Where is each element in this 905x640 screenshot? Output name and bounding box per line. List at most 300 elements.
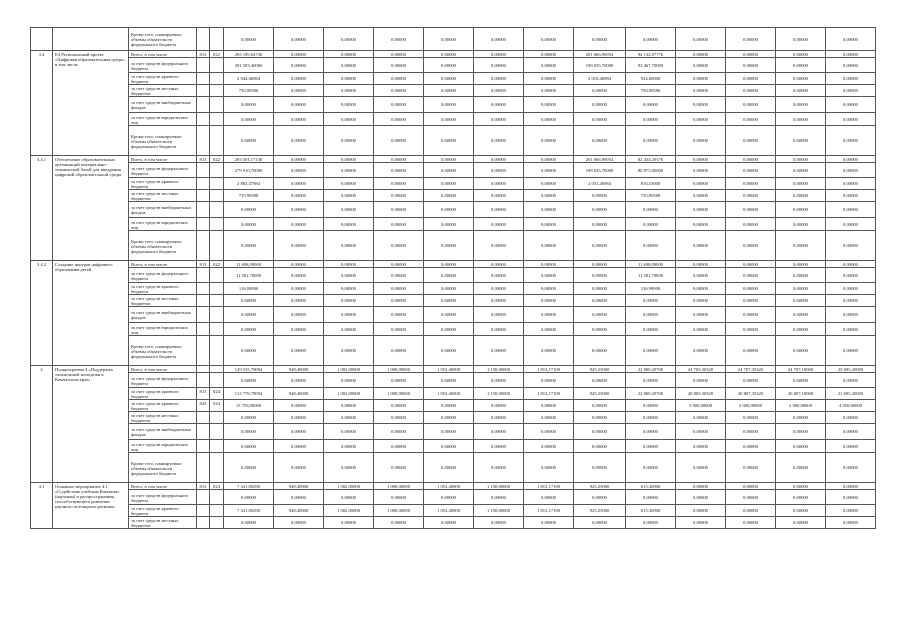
amount-cell: 0,00000: [324, 307, 374, 323]
amount-cell: 0,00000: [324, 336, 374, 366]
amount-cell: 0,00000: [726, 28, 776, 51]
amount-cell: 750,99586: [224, 85, 274, 97]
amount-cell: 0,00000: [826, 483, 876, 490]
amount-cell: 0,00000: [524, 202, 574, 218]
row-code-cell: [31, 28, 53, 51]
amount-cell: 0,00000: [676, 190, 726, 202]
amount-cell: 0,00000: [374, 295, 424, 307]
program-code-cell: 024: [210, 483, 224, 490]
amount-cell: 0,00000: [474, 202, 524, 218]
amount-cell: 735,99588: [626, 190, 676, 202]
amount-cell: 0,00000: [776, 163, 826, 178]
amount-cell: 0,00000: [374, 58, 424, 73]
program-code-cell: 022: [210, 156, 224, 163]
amount-cell: 0,00000: [524, 218, 574, 231]
amount-cell: 1 053,40000: [424, 483, 474, 490]
admin-code-cell: [197, 58, 210, 73]
admin-code-cell: [197, 231, 210, 261]
funding-source-cell: Кроме того, планируемые объемы обязательств федерального бюджета: [129, 126, 197, 156]
amount-cell: 0,00000: [274, 440, 324, 453]
funding-source-cell: за счет средств федерального бюджета: [129, 163, 197, 178]
amount-cell: 0,00000: [626, 412, 676, 424]
amount-cell: 0,00000: [474, 440, 524, 453]
amount-cell: 0,00000: [726, 97, 776, 113]
admin-code-cell: [197, 323, 210, 336]
amount-cell: 0,00000: [826, 126, 876, 156]
amount-cell: 0,00000: [424, 261, 474, 268]
amount-cell: 0,00000: [726, 412, 776, 424]
program-code-cell: 022: [210, 261, 224, 268]
amount-cell: 0,00000: [324, 85, 374, 97]
amount-cell: 0,00000: [726, 126, 776, 156]
program-code-cell: [210, 517, 224, 529]
table-row: [31, 388, 876, 400]
amount-cell: 24 703,30320: [676, 366, 726, 373]
amount-cell: 0,00000: [324, 58, 374, 73]
amount-cell: 0,00000: [324, 163, 374, 178]
amount-cell: 201 066,96954: [574, 51, 626, 58]
amount-cell: 0,00000: [524, 126, 574, 156]
amount-cell: 0,00000: [574, 373, 626, 388]
amount-cell: 0,00000: [676, 505, 726, 517]
admin-code-cell: [197, 412, 210, 424]
amount-cell: 0,00000: [274, 51, 324, 58]
amount-cell: 0,00000: [424, 424, 474, 440]
funding-source-cell: за счет средств местных бюджетов: [129, 85, 197, 97]
program-code-cell: [210, 218, 224, 231]
funding-source-cell: за счет средств федерального бюджета: [129, 58, 197, 73]
amount-cell: 0,00000: [274, 28, 324, 51]
amount-cell: 0,00000: [524, 336, 574, 366]
program-code-cell: [210, 28, 224, 51]
program-code-cell: [210, 366, 224, 373]
funding-source-cell: за счет средств краевого бюджета: [129, 178, 197, 190]
amount-cell: 0,00000: [574, 283, 626, 295]
program-code-cell: [210, 295, 224, 307]
funding-source-cell: за счет средств внебюджетных фондов: [129, 424, 197, 440]
amount-cell: 0,00000: [524, 490, 574, 505]
table-row: [31, 113, 876, 126]
amount-cell: 0,00000: [726, 156, 776, 163]
program-code-cell: [210, 424, 224, 440]
amount-cell: 0,00000: [574, 126, 626, 156]
amount-cell: 113 779,79094: [224, 388, 274, 400]
amount-cell: 0,00000: [474, 190, 524, 202]
admin-code-cell: [197, 218, 210, 231]
program-code-cell: [210, 283, 224, 295]
amount-cell: 0,00000: [574, 190, 626, 202]
amount-cell: 0,00000: [274, 295, 324, 307]
amount-cell: 0,00000: [474, 85, 524, 97]
amount-cell: 0,00000: [776, 336, 826, 366]
amount-cell: 0,00000: [424, 323, 474, 336]
amount-cell: 0,00000: [826, 218, 876, 231]
amount-cell: 0,00000: [224, 113, 274, 126]
amount-cell: 0,00000: [224, 231, 274, 261]
program-code-cell: [210, 268, 224, 283]
amount-cell: 1 008,00000: [374, 366, 424, 373]
amount-cell: 1 813,17190: [524, 483, 574, 490]
amount-cell: 0,00000: [374, 73, 424, 85]
amount-cell: 0,00000: [726, 373, 776, 388]
amount-cell: 15 756,00000: [224, 400, 274, 412]
amount-cell: 0,00000: [574, 268, 626, 283]
amount-cell: 0,00000: [676, 51, 726, 58]
row-name-cell: Создание центров цифрового образования детей: [53, 261, 129, 366]
amount-cell: 0,00000: [776, 156, 826, 163]
funding-source-cell: Всего, в том числе: [129, 156, 197, 163]
table-row: [31, 85, 876, 97]
amount-cell: 1 150,00000: [474, 366, 524, 373]
amount-cell: 0,00000: [776, 261, 826, 268]
table-row: [31, 517, 876, 529]
amount-cell: 0,00000: [224, 97, 274, 113]
amount-cell: 945,25000: [574, 366, 626, 373]
amount-cell: 0,00000: [676, 85, 726, 97]
table-row: [31, 218, 876, 231]
amount-cell: 0,00000: [574, 295, 626, 307]
amount-cell: 279 910,70000: [224, 163, 274, 178]
table-row: [31, 440, 876, 453]
amount-cell: 0,00000: [274, 231, 324, 261]
amount-cell: 295 199,04730: [224, 51, 274, 58]
amount-cell: 129 535,79094: [224, 366, 274, 373]
amount-cell: 0,00000: [776, 505, 826, 517]
amount-cell: 0,00000: [274, 490, 324, 505]
amount-cell: 1 150,00000: [474, 505, 524, 517]
amount-cell: 0,00000: [274, 190, 324, 202]
amount-cell: 3 900,00000: [776, 400, 826, 412]
program-code-cell: [210, 178, 224, 190]
amount-cell: 0,00000: [776, 73, 826, 85]
amount-cell: 0,00000: [374, 202, 424, 218]
amount-cell: 80 875,00000: [626, 163, 676, 178]
amount-cell: 2 863,47984: [224, 178, 274, 190]
amount-cell: 0,00000: [826, 283, 876, 295]
amount-cell: 1 008,00000: [374, 388, 424, 400]
amount-cell: 0,00000: [726, 483, 776, 490]
table-row: [31, 323, 876, 336]
amount-cell: 0,00000: [324, 261, 374, 268]
amount-cell: 0,00000: [474, 517, 524, 529]
amount-cell: 92 467,70000: [626, 58, 676, 73]
amount-cell: 0,00000: [626, 202, 676, 218]
admin-code-cell: 813: [197, 261, 210, 268]
admin-code-cell: [197, 202, 210, 218]
amount-cell: 0,00000: [324, 517, 374, 529]
amount-cell: 0,00000: [224, 126, 274, 156]
amount-cell: 0,00000: [224, 517, 274, 529]
amount-cell: 0,00000: [424, 517, 474, 529]
amount-cell: 1 150,00000: [474, 388, 524, 400]
admin-code-cell: 813: [197, 388, 210, 400]
table-row: [31, 490, 876, 505]
amount-cell: 0,00000: [826, 268, 876, 283]
amount-cell: 0,00000: [826, 190, 876, 202]
amount-cell: 0,00000: [726, 424, 776, 440]
table-row: [31, 202, 876, 218]
amount-cell: 0,00000: [524, 261, 574, 268]
amount-cell: 20 807,10000: [776, 388, 826, 400]
admin-code-cell: [197, 113, 210, 126]
amount-cell: 0,00000: [224, 453, 274, 483]
amount-cell: 0,00000: [274, 453, 324, 483]
amount-cell: 1 053,40000: [424, 366, 474, 373]
amount-cell: 0,00000: [574, 231, 626, 261]
amount-cell: 0,00000: [726, 295, 776, 307]
amount-cell: 0,00000: [374, 373, 424, 388]
amount-cell: 1 002,00000: [324, 366, 374, 373]
amount-cell: 11 698,09000: [626, 261, 676, 268]
program-code-cell: [210, 231, 224, 261]
funding-source-cell: Кроме того, планируемые объемы обязательств федерального бюджета: [129, 28, 197, 51]
amount-cell: 0,00000: [374, 307, 424, 323]
amount-cell: 948,40000: [274, 505, 324, 517]
amount-cell: 0,00000: [324, 400, 374, 412]
amount-cell: 0,00000: [524, 412, 574, 424]
amount-cell: 1 002,00000: [324, 505, 374, 517]
amount-cell: 0,00000: [474, 218, 524, 231]
amount-cell: 0,00000: [374, 218, 424, 231]
amount-cell: 11 698,09000: [224, 261, 274, 268]
funding-source-cell: Всего, в том числе: [129, 261, 197, 268]
amount-cell: 0,00000: [776, 268, 826, 283]
amount-cell: 0,00000: [274, 400, 324, 412]
table-row: [31, 424, 876, 440]
admin-code-cell: [197, 295, 210, 307]
program-code-cell: [210, 440, 224, 453]
amount-cell: 0,00000: [424, 190, 474, 202]
amount-cell: 0,00000: [776, 178, 826, 190]
admin-code-cell: 813: [197, 51, 210, 58]
row-name-cell: Основное мероприятие 4.1 «Содействие учебным Камчатки (научным) и распространения, способствующего развитию научного потенциала региона»: [53, 483, 129, 529]
amount-cell: 0,00000: [474, 295, 524, 307]
amount-cell: 0,00000: [424, 218, 474, 231]
program-code-cell: [210, 85, 224, 97]
table-row: [31, 412, 876, 424]
amount-cell: 0,00000: [676, 231, 726, 261]
budget-table-page: [30, 27, 875, 529]
amount-cell: 0,00000: [826, 490, 876, 505]
amount-cell: 0,00000: [574, 218, 626, 231]
program-code-cell: [210, 505, 224, 517]
amount-cell: 0,00000: [676, 373, 726, 388]
amount-cell: 0,00000: [474, 283, 524, 295]
amount-cell: 0,00000: [424, 490, 474, 505]
amount-cell: 0,00000: [776, 323, 826, 336]
amount-cell: 0,00000: [826, 51, 876, 58]
amount-cell: 0,00000: [776, 453, 826, 483]
amount-cell: 0,00000: [224, 336, 274, 366]
amount-cell: 0,00000: [626, 218, 676, 231]
amount-cell: 0,00000: [776, 231, 826, 261]
amount-cell: 2 010,46984: [574, 73, 626, 85]
amount-cell: 0,00000: [626, 517, 676, 529]
program-code-cell: [210, 412, 224, 424]
amount-cell: 0,00000: [324, 73, 374, 85]
amount-cell: 0,00000: [274, 517, 324, 529]
admin-code-cell: [197, 366, 210, 373]
amount-cell: 0,00000: [826, 517, 876, 529]
table-row: [31, 126, 876, 156]
amount-cell: 0,00000: [374, 126, 424, 156]
amount-cell: 0,00000: [324, 28, 374, 51]
amount-cell: 0,00000: [726, 490, 776, 505]
amount-cell: 0,00000: [274, 373, 324, 388]
amount-cell: 0,00000: [626, 453, 676, 483]
amount-cell: 0,00000: [574, 424, 626, 440]
amount-cell: 0,00000: [374, 113, 424, 126]
amount-cell: 0,00000: [224, 412, 274, 424]
table-row: [31, 366, 876, 373]
amount-cell: 0,00000: [676, 453, 726, 483]
amount-cell: 0,00000: [726, 261, 776, 268]
amount-cell: 0,00000: [726, 517, 776, 529]
amount-cell: 199 035,70000: [574, 163, 626, 178]
amount-cell: 0,00000: [224, 202, 274, 218]
amount-cell: 0,00000: [424, 85, 474, 97]
amount-cell: 0,00000: [224, 373, 274, 388]
admin-code-cell: [197, 190, 210, 202]
amount-cell: 0,00000: [826, 261, 876, 268]
amount-cell: 0,00000: [726, 58, 776, 73]
program-code-cell: [210, 190, 224, 202]
amount-cell: 0,00000: [424, 28, 474, 51]
amount-cell: 948,40000: [274, 388, 324, 400]
amount-cell: 0,00000: [826, 453, 876, 483]
table-row: [31, 163, 876, 178]
amount-cell: 1 813,17190: [524, 388, 574, 400]
amount-cell: 0,00000: [374, 163, 424, 178]
amount-cell: 0,00000: [524, 400, 574, 412]
amount-cell: 0,00000: [324, 295, 374, 307]
amount-cell: 0,00000: [274, 58, 324, 73]
amount-cell: 0,00000: [826, 505, 876, 517]
funding-source-cell: за счет средств юридических лиц: [129, 323, 197, 336]
amount-cell: 0,00000: [474, 113, 524, 126]
amount-cell: 20 803,30320: [676, 388, 726, 400]
amount-cell: 0,00000: [776, 295, 826, 307]
amount-cell: 0,00000: [374, 261, 424, 268]
amount-cell: 0,00000: [524, 28, 574, 51]
amount-cell: 0,00000: [324, 453, 374, 483]
program-code-cell: [210, 490, 224, 505]
amount-cell: 0,00000: [374, 412, 424, 424]
amount-cell: 0,00000: [726, 505, 776, 517]
table-row: [31, 190, 876, 202]
amount-cell: 615,30000: [626, 483, 676, 490]
amount-cell: 22 800,29700: [626, 388, 676, 400]
amount-cell: 0,00000: [324, 97, 374, 113]
amount-cell: 0,00000: [524, 268, 574, 283]
amount-cell: 0,00000: [776, 113, 826, 126]
admin-code-cell: 813: [197, 483, 210, 490]
admin-code-cell: [197, 424, 210, 440]
amount-cell: 7 341,00290: [224, 505, 274, 517]
amount-cell: 0,00000: [474, 490, 524, 505]
table-row: [31, 373, 876, 388]
amount-cell: 0,00000: [676, 202, 726, 218]
amount-cell: 1 053,40000: [424, 388, 474, 400]
admin-code-cell: 813: [197, 156, 210, 163]
funding-source-cell: за счет средств краевого бюджета: [129, 283, 197, 295]
amount-cell: 0,00000: [676, 307, 726, 323]
admin-code-cell: [197, 283, 210, 295]
amount-cell: 0,00000: [574, 400, 626, 412]
amount-cell: 0,00000: [424, 178, 474, 190]
amount-cell: 0,00000: [776, 440, 826, 453]
amount-cell: 0,00000: [524, 163, 574, 178]
amount-cell: 0,00000: [424, 73, 474, 85]
amount-cell: 0,00000: [826, 323, 876, 336]
amount-cell: 0,00000: [726, 231, 776, 261]
funding-source-cell: за счет средств юридических лиц: [129, 440, 197, 453]
amount-cell: 0,00000: [274, 261, 324, 268]
amount-cell: 0,00000: [474, 97, 524, 113]
amount-cell: 1 813,17190: [524, 505, 574, 517]
amount-cell: 0,00000: [676, 178, 726, 190]
amount-cell: 2 031,46984: [574, 178, 626, 190]
amount-cell: 948,40000: [274, 366, 324, 373]
amount-cell: 0,00000: [574, 85, 626, 97]
amount-cell: 0,00000: [726, 51, 776, 58]
program-code-cell: [210, 307, 224, 323]
amount-cell: 0,00000: [826, 28, 876, 51]
program-code-cell: 022: [210, 51, 224, 58]
admin-code-cell: [197, 336, 210, 366]
amount-cell: 0,00000: [524, 373, 574, 388]
budget-table: [30, 27, 876, 529]
funding-source-cell: за счет средств местных бюджетов: [129, 295, 197, 307]
amount-cell: 0,00000: [224, 323, 274, 336]
amount-cell: 0,00000: [776, 202, 826, 218]
amount-cell: 0,00000: [524, 51, 574, 58]
amount-cell: 0,00000: [776, 412, 826, 424]
amount-cell: 24 707,10000: [776, 366, 826, 373]
amount-cell: 0,00000: [474, 58, 524, 73]
amount-cell: 0,00000: [776, 28, 826, 51]
amount-cell: 0,00000: [574, 28, 626, 51]
funding-source-cell: Всего, в том числе: [129, 51, 197, 58]
table-row: [31, 73, 876, 85]
amount-cell: 0,00000: [776, 58, 826, 73]
amount-cell: 0,00000: [374, 156, 424, 163]
amount-cell: 0,00000: [474, 412, 524, 424]
amount-cell: 0,00000: [374, 440, 424, 453]
amount-cell: 0,00000: [274, 307, 324, 323]
program-code-cell: [210, 336, 224, 366]
amount-cell: 0,00000: [424, 453, 474, 483]
amount-cell: 4 056,00000: [826, 400, 876, 412]
amount-cell: 0,00000: [826, 113, 876, 126]
amount-cell: 0,00000: [324, 424, 374, 440]
admin-code-cell: [197, 73, 210, 85]
amount-cell: 3 900,00000: [676, 400, 726, 412]
amount-cell: 0,00000: [374, 490, 424, 505]
amount-cell: 0,00000: [776, 483, 826, 490]
amount-cell: 0,00000: [524, 453, 574, 483]
funding-source-cell: Всего, в том числе: [129, 366, 197, 373]
amount-cell: 0,00000: [826, 336, 876, 366]
amount-cell: 0,00000: [374, 400, 424, 412]
amount-cell: 0,00000: [274, 336, 324, 366]
amount-cell: 0,00000: [474, 307, 524, 323]
amount-cell: 0,00000: [676, 283, 726, 295]
row-code-cell: 4: [31, 366, 53, 483]
amount-cell: 0,00000: [324, 126, 374, 156]
table-row: [31, 58, 876, 73]
table-row: [31, 336, 876, 366]
